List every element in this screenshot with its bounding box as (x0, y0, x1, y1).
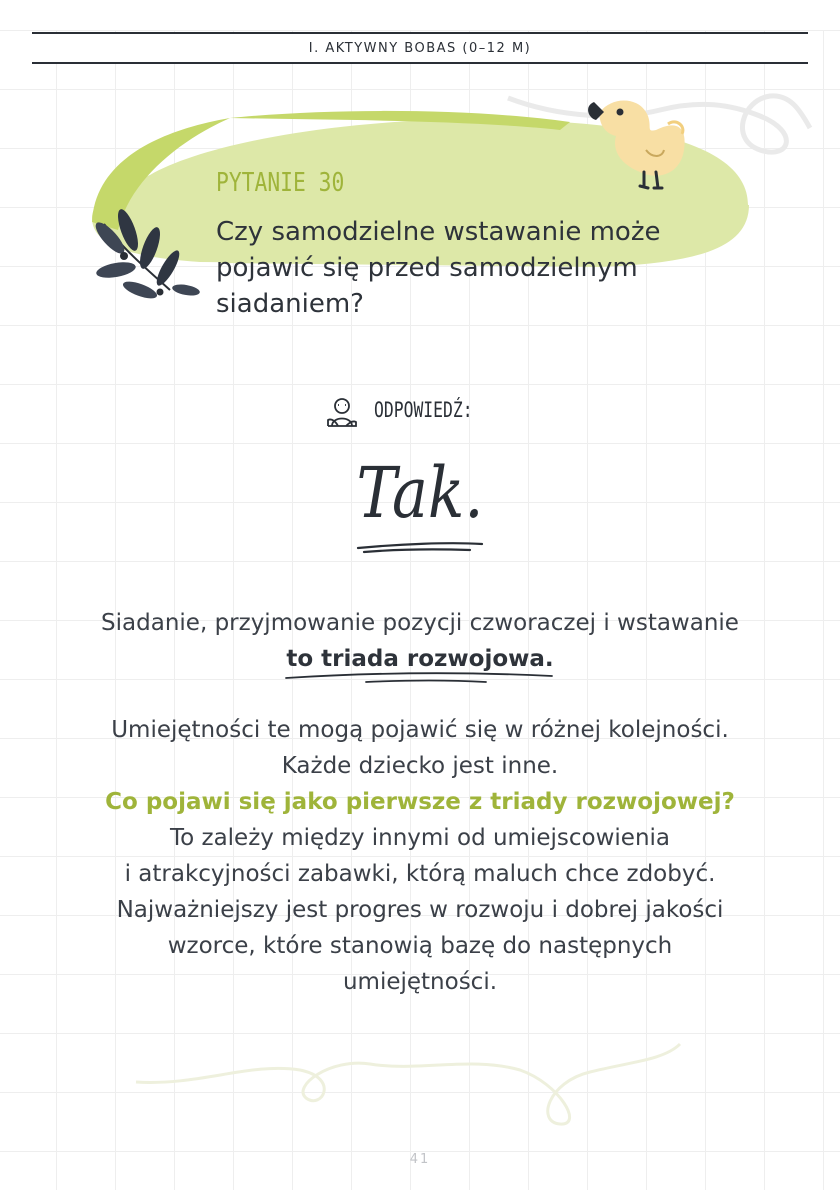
question-line: siadaniem? (216, 289, 364, 319)
paragraph-triad (0, 605, 840, 677)
question-text (216, 214, 716, 322)
answer-label: ODPOWIEDŹ: (374, 398, 473, 422)
paragraph-line: Siadanie, przyjmowanie pozycji czworaczej i wstawanie (101, 610, 739, 636)
triad-bold-text: to triada rozwojowa. (286, 646, 554, 672)
baby-icon (328, 399, 356, 426)
swirl-bottom-icon (136, 1044, 680, 1124)
answer-word: Tak. (356, 452, 484, 534)
page-number: 41 (409, 1152, 431, 1167)
paragraph-line: i atrakcyjności zabawki, którą maluch chce zdobyć. (124, 861, 716, 887)
question-line: Czy samodzielne wstawanie może (216, 217, 661, 247)
paragraph-line: Umiejętności te mogą pojawić się w różnej kolejności. (111, 717, 729, 743)
question-label: PYTANIE 30 (216, 168, 345, 198)
question-line: pojawić się przed samodzielnym (216, 253, 638, 283)
chapter-title: I. AKTYWNY BOBAS (0–12 M) (308, 40, 532, 56)
paragraph-line: umiejętności. (342, 969, 498, 995)
paragraph-line: Najważniejszy jest progres w rozwoju i dobrej jakości (116, 897, 724, 923)
highlight-question: Co pojawi się jako pierwsze z triady rozwojowej? (105, 789, 735, 815)
answer-underline (358, 543, 482, 552)
paragraph-explanation (0, 712, 840, 1000)
paragraph-line: To zależy między innymi od umiejscowienia (169, 825, 671, 851)
paragraph-line: wzorce, które stanowią bazę do następnych (167, 933, 673, 959)
paragraph-line: Każde dziecko jest inne. (281, 753, 559, 779)
